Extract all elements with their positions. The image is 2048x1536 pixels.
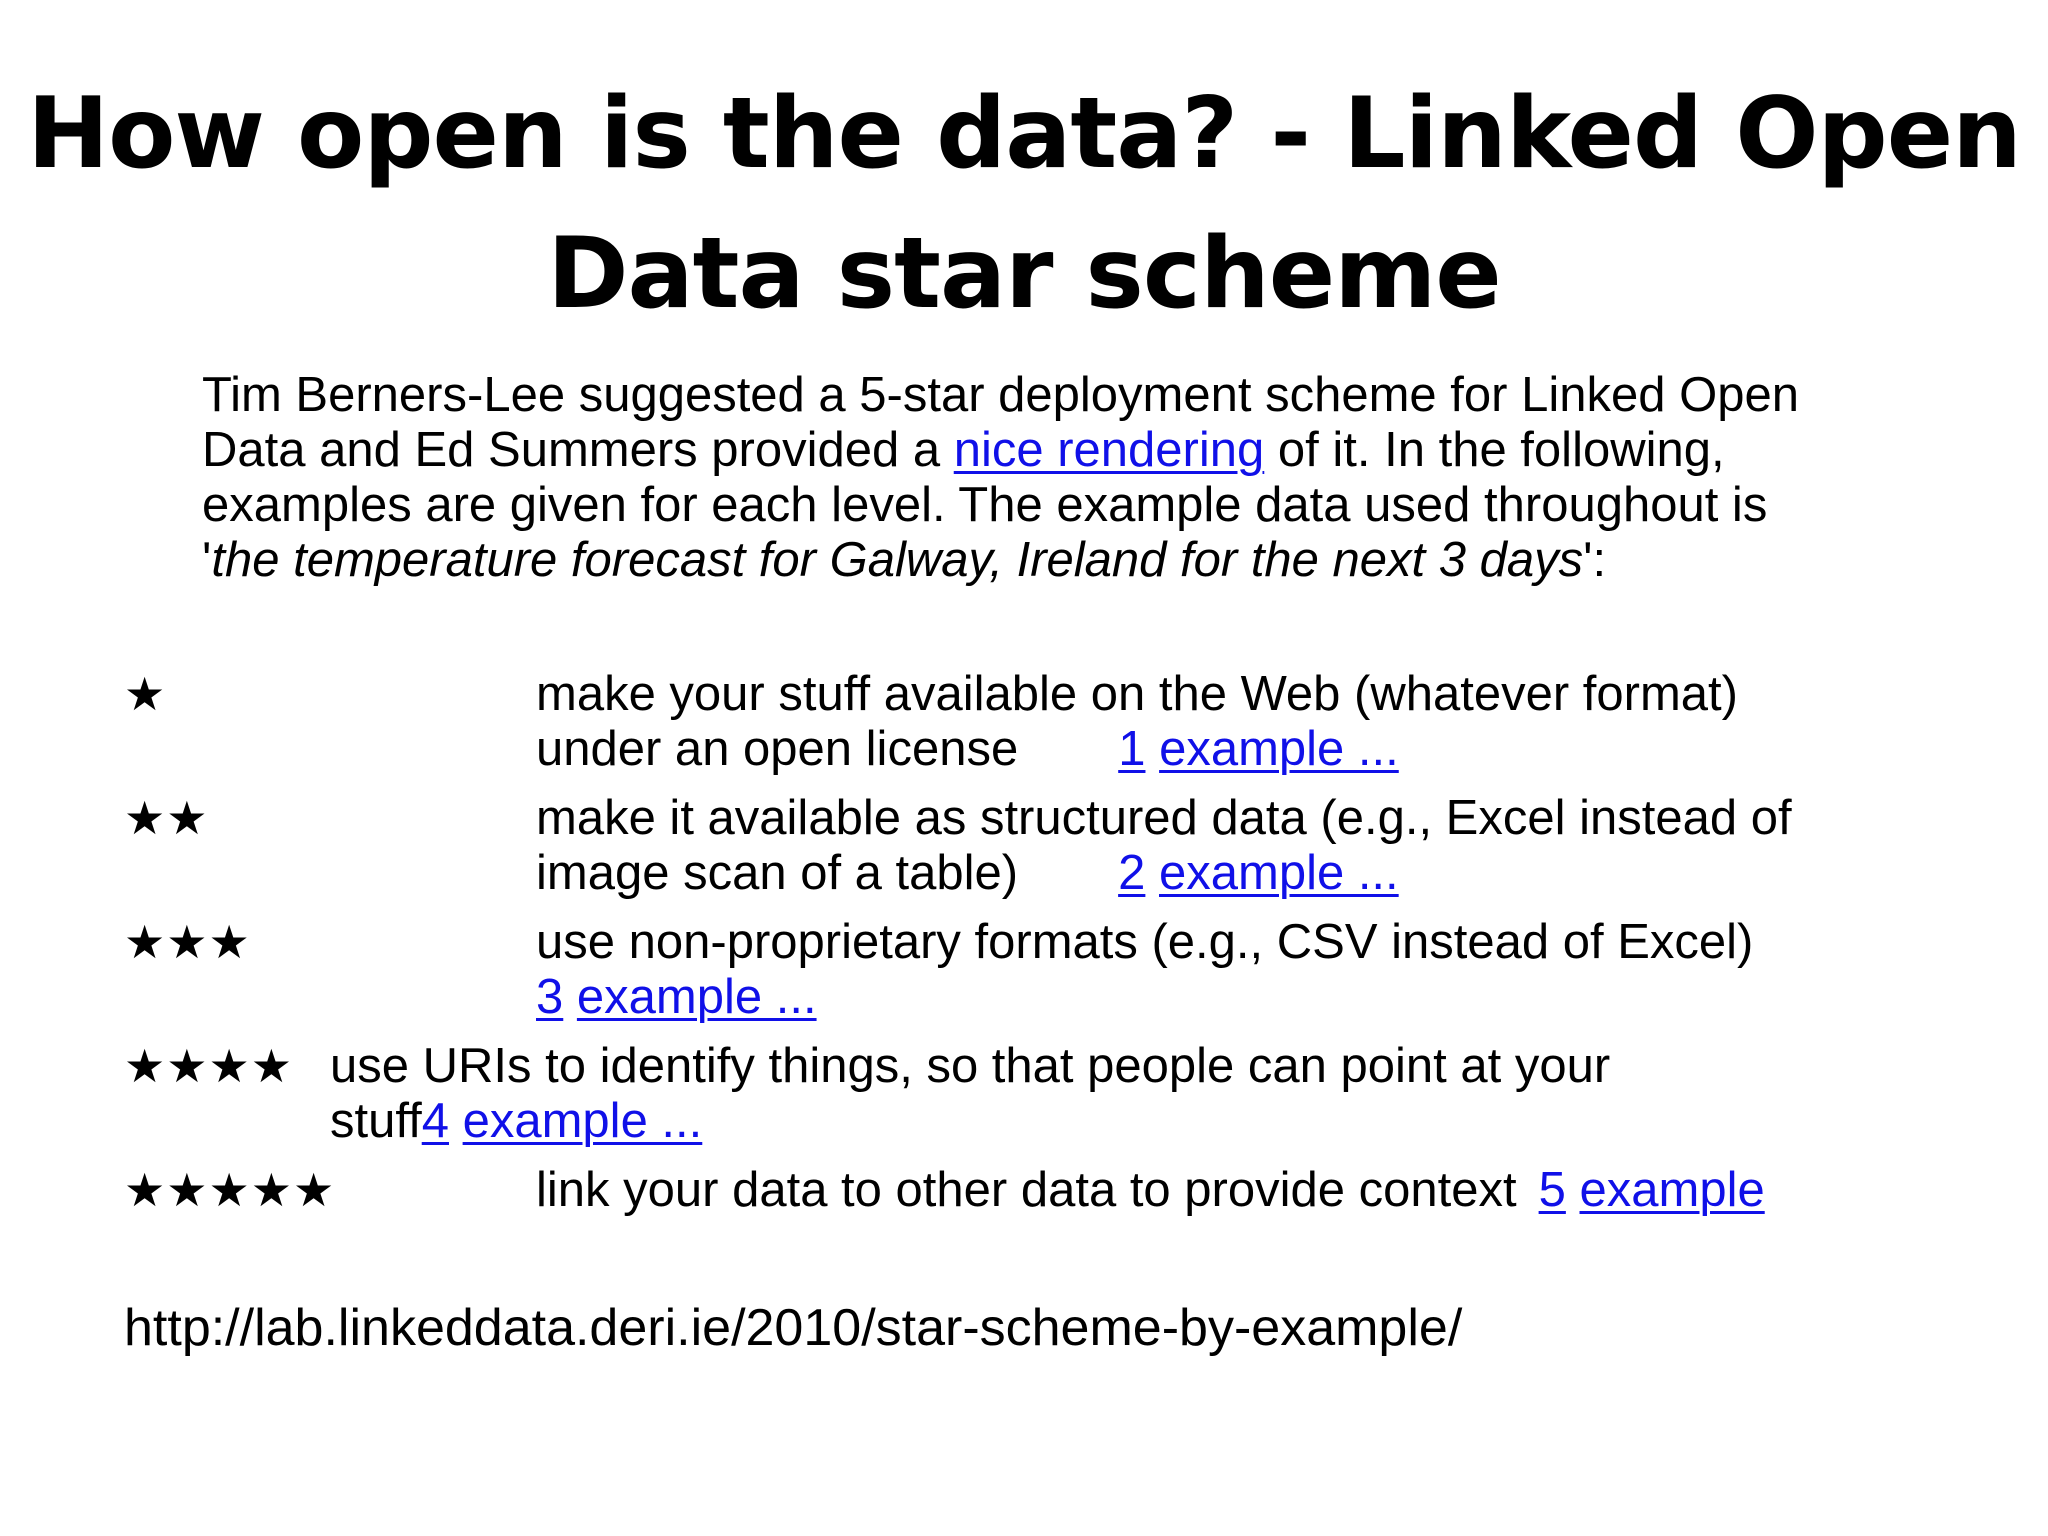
quote-open: ' [202, 533, 212, 587]
level-5-line-1 [536, 1163, 1936, 1218]
quote-close: ': [1583, 533, 1607, 587]
source-url: http://lab.linkeddata.deri.ie/2010/star-scheme-by-example/ [124, 1299, 1463, 1357]
star-rating-5: ★★★★★ [124, 1163, 336, 1217]
intro-line-3: examples are given for each level. The example data used throughout is [202, 478, 1768, 532]
star-rating-4: ★★★★ [124, 1039, 293, 1093]
level-1-description [536, 667, 1936, 777]
level-3-example-link[interactable]: example ... [576, 970, 817, 1024]
level-3-line-1: use non-proprietary formats (e.g., CSV instead of Excel) [536, 915, 1754, 969]
star-rating-2: ★★ [124, 791, 209, 845]
level-5-example-link[interactable]: example [1579, 1163, 1765, 1217]
level-1-example-link[interactable]: example ... [1159, 722, 1399, 776]
level-5-description [536, 1163, 1936, 1218]
level-3-number-link[interactable]: 3 [536, 970, 564, 1024]
level-4-description [330, 1039, 1730, 1149]
intro-line-2 [202, 423, 1902, 478]
level-1-number-link[interactable]: 1 [1118, 722, 1146, 776]
slide-title-line-2: Data star scheme [547, 217, 1501, 331]
nice-rendering-link[interactable]: nice rendering [953, 423, 1265, 477]
level-1-line-2 [536, 722, 1936, 777]
intro-line-1: Tim Berners-Lee suggested a 5-star deployment scheme for Linked Open [202, 368, 1799, 422]
level-2-number-link[interactable]: 2 [1118, 846, 1146, 900]
intro-paragraph [202, 368, 1902, 588]
level-4-line-1: use URIs to identify things, so that people can point at your [330, 1039, 1611, 1093]
level-1-line-1: make your stuff available on the Web (whatever format) [536, 667, 1738, 721]
level-4-number-link[interactable]: 4 [421, 1094, 449, 1148]
level-4-example-link[interactable]: example ... [462, 1094, 703, 1148]
intro-line-2-text: Data and Ed Summers provided a [202, 423, 954, 477]
level-2-description [536, 791, 1936, 901]
level-2-example-link[interactable]: example ... [1159, 846, 1399, 900]
intro-line-4 [202, 533, 1902, 588]
level-3-description [536, 915, 1936, 1025]
level-2-line-1: make it available as structured data (e.g., Excel instead of [536, 791, 1792, 845]
level-4-line-2-text: stuff [330, 1094, 422, 1148]
level-1-line-2-text: under an open license [536, 722, 1019, 776]
star-rating-1: ★ [124, 667, 167, 721]
example-data-description: the temperature forecast for Galway, Ireland for the next 3 days [211, 533, 1584, 587]
level-2-line-2-text: image scan of a table) [536, 846, 1019, 900]
slide-title-line-1: How open is the data? - Linked Open [27, 77, 2021, 191]
level-5-line-1-text: link your data to other data to provide context [536, 1163, 1517, 1217]
intro-line-2-tail: of it. In the following, [1264, 423, 1725, 477]
slide-title [0, 64, 2048, 344]
level-3-line-2 [536, 970, 1936, 1025]
level-2-line-2 [536, 846, 1936, 901]
star-rating-3: ★★★ [124, 915, 251, 969]
level-4-line-2 [330, 1094, 1730, 1149]
level-5-number-link[interactable]: 5 [1538, 1163, 1566, 1217]
